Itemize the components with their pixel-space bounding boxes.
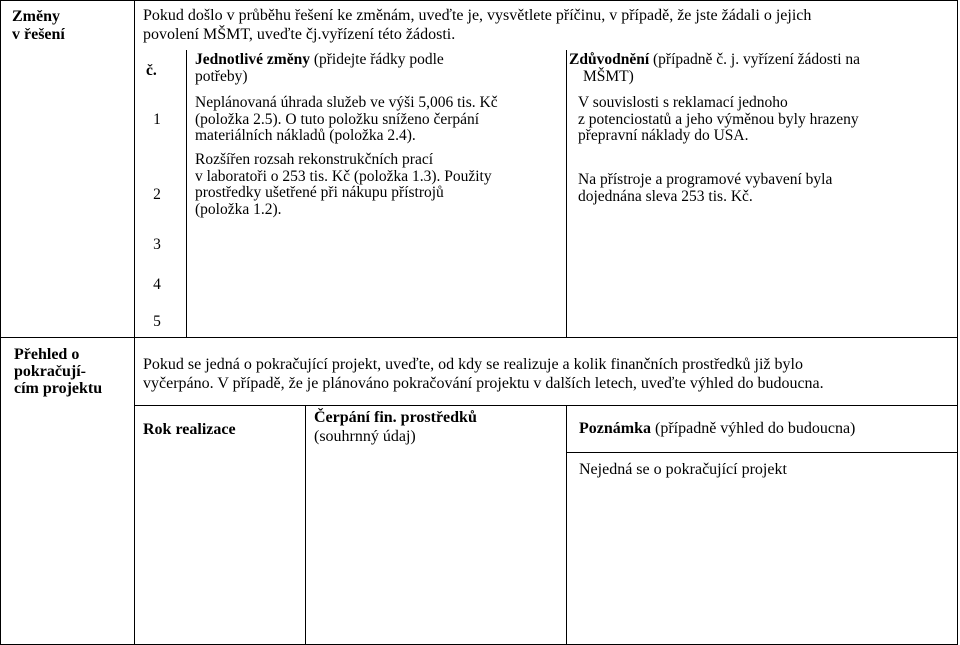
row-reason-text: Na přístroje a programové vybavení byla dojednána sleva 253 tis. Kč.: [578, 171, 833, 205]
changes-intro: Pokud došlo v průběhu řešení ke změnám, uveďte je, vysvětlete příčinu, v případě, že jste žádali o jejich povolení MŠMT, uveďte čj.vyřízení této žádosti.: [143, 7, 812, 43]
col-header-reason: Zdůvodnění (případně č. j. vyřízení žádosti na MŠMT): [569, 51, 861, 85]
col-header-spent: Čerpání fin. prostředků (souhrnný údaj): [314, 409, 477, 445]
note-value: Nejedná se o pokračující projekt: [579, 461, 787, 478]
row-number: 5: [153, 313, 161, 330]
row-reason-text: V souvislosti s reklamací jednoho z potenciostatů a jeho výměnou byly hrazeny přepravní náklady do USA.: [578, 94, 859, 144]
overview-section-label: Přehled o pokračují- cím projektu: [14, 346, 103, 397]
row-number: 2: [153, 186, 161, 203]
col-header-number: č.: [146, 62, 157, 79]
row-change-text: Neplánovaná úhrada služeb ve výši 5,006 tis. Kč (položka 2.5). O tuto položku sníženo čerpání materiálních nákladů (položka 2.4).: [195, 94, 498, 144]
row-number: 3: [153, 236, 161, 253]
col-header-year: Rok realizace: [143, 421, 236, 438]
row-number: 4: [153, 276, 161, 293]
col-header-note: Poznámka (případně výhled do budoucna): [579, 420, 856, 437]
changes-section-label: Změny v řešení: [12, 8, 65, 43]
row-number: 1: [153, 111, 161, 128]
col-header-change: Jednotlivé změny (přidejte řádky podle potřeby): [195, 51, 444, 85]
overview-intro: Pokud se jedná o pokračující projekt, uveďte, od kdy se realizuje a kolik finančních prostředků již bylo vyčerpáno. V případě, že je plánováno pokračování projektu v dalších letech, uveďte výhled do budoucna.: [143, 356, 824, 392]
row-change-text: Rozšířen rozsah rekonstrukčních prací v laboratoři o 253 tis. Kč (položka 1.3). Použity prostředky ušetřené při nákupu přístrojů (položka 1.2).: [195, 151, 492, 218]
